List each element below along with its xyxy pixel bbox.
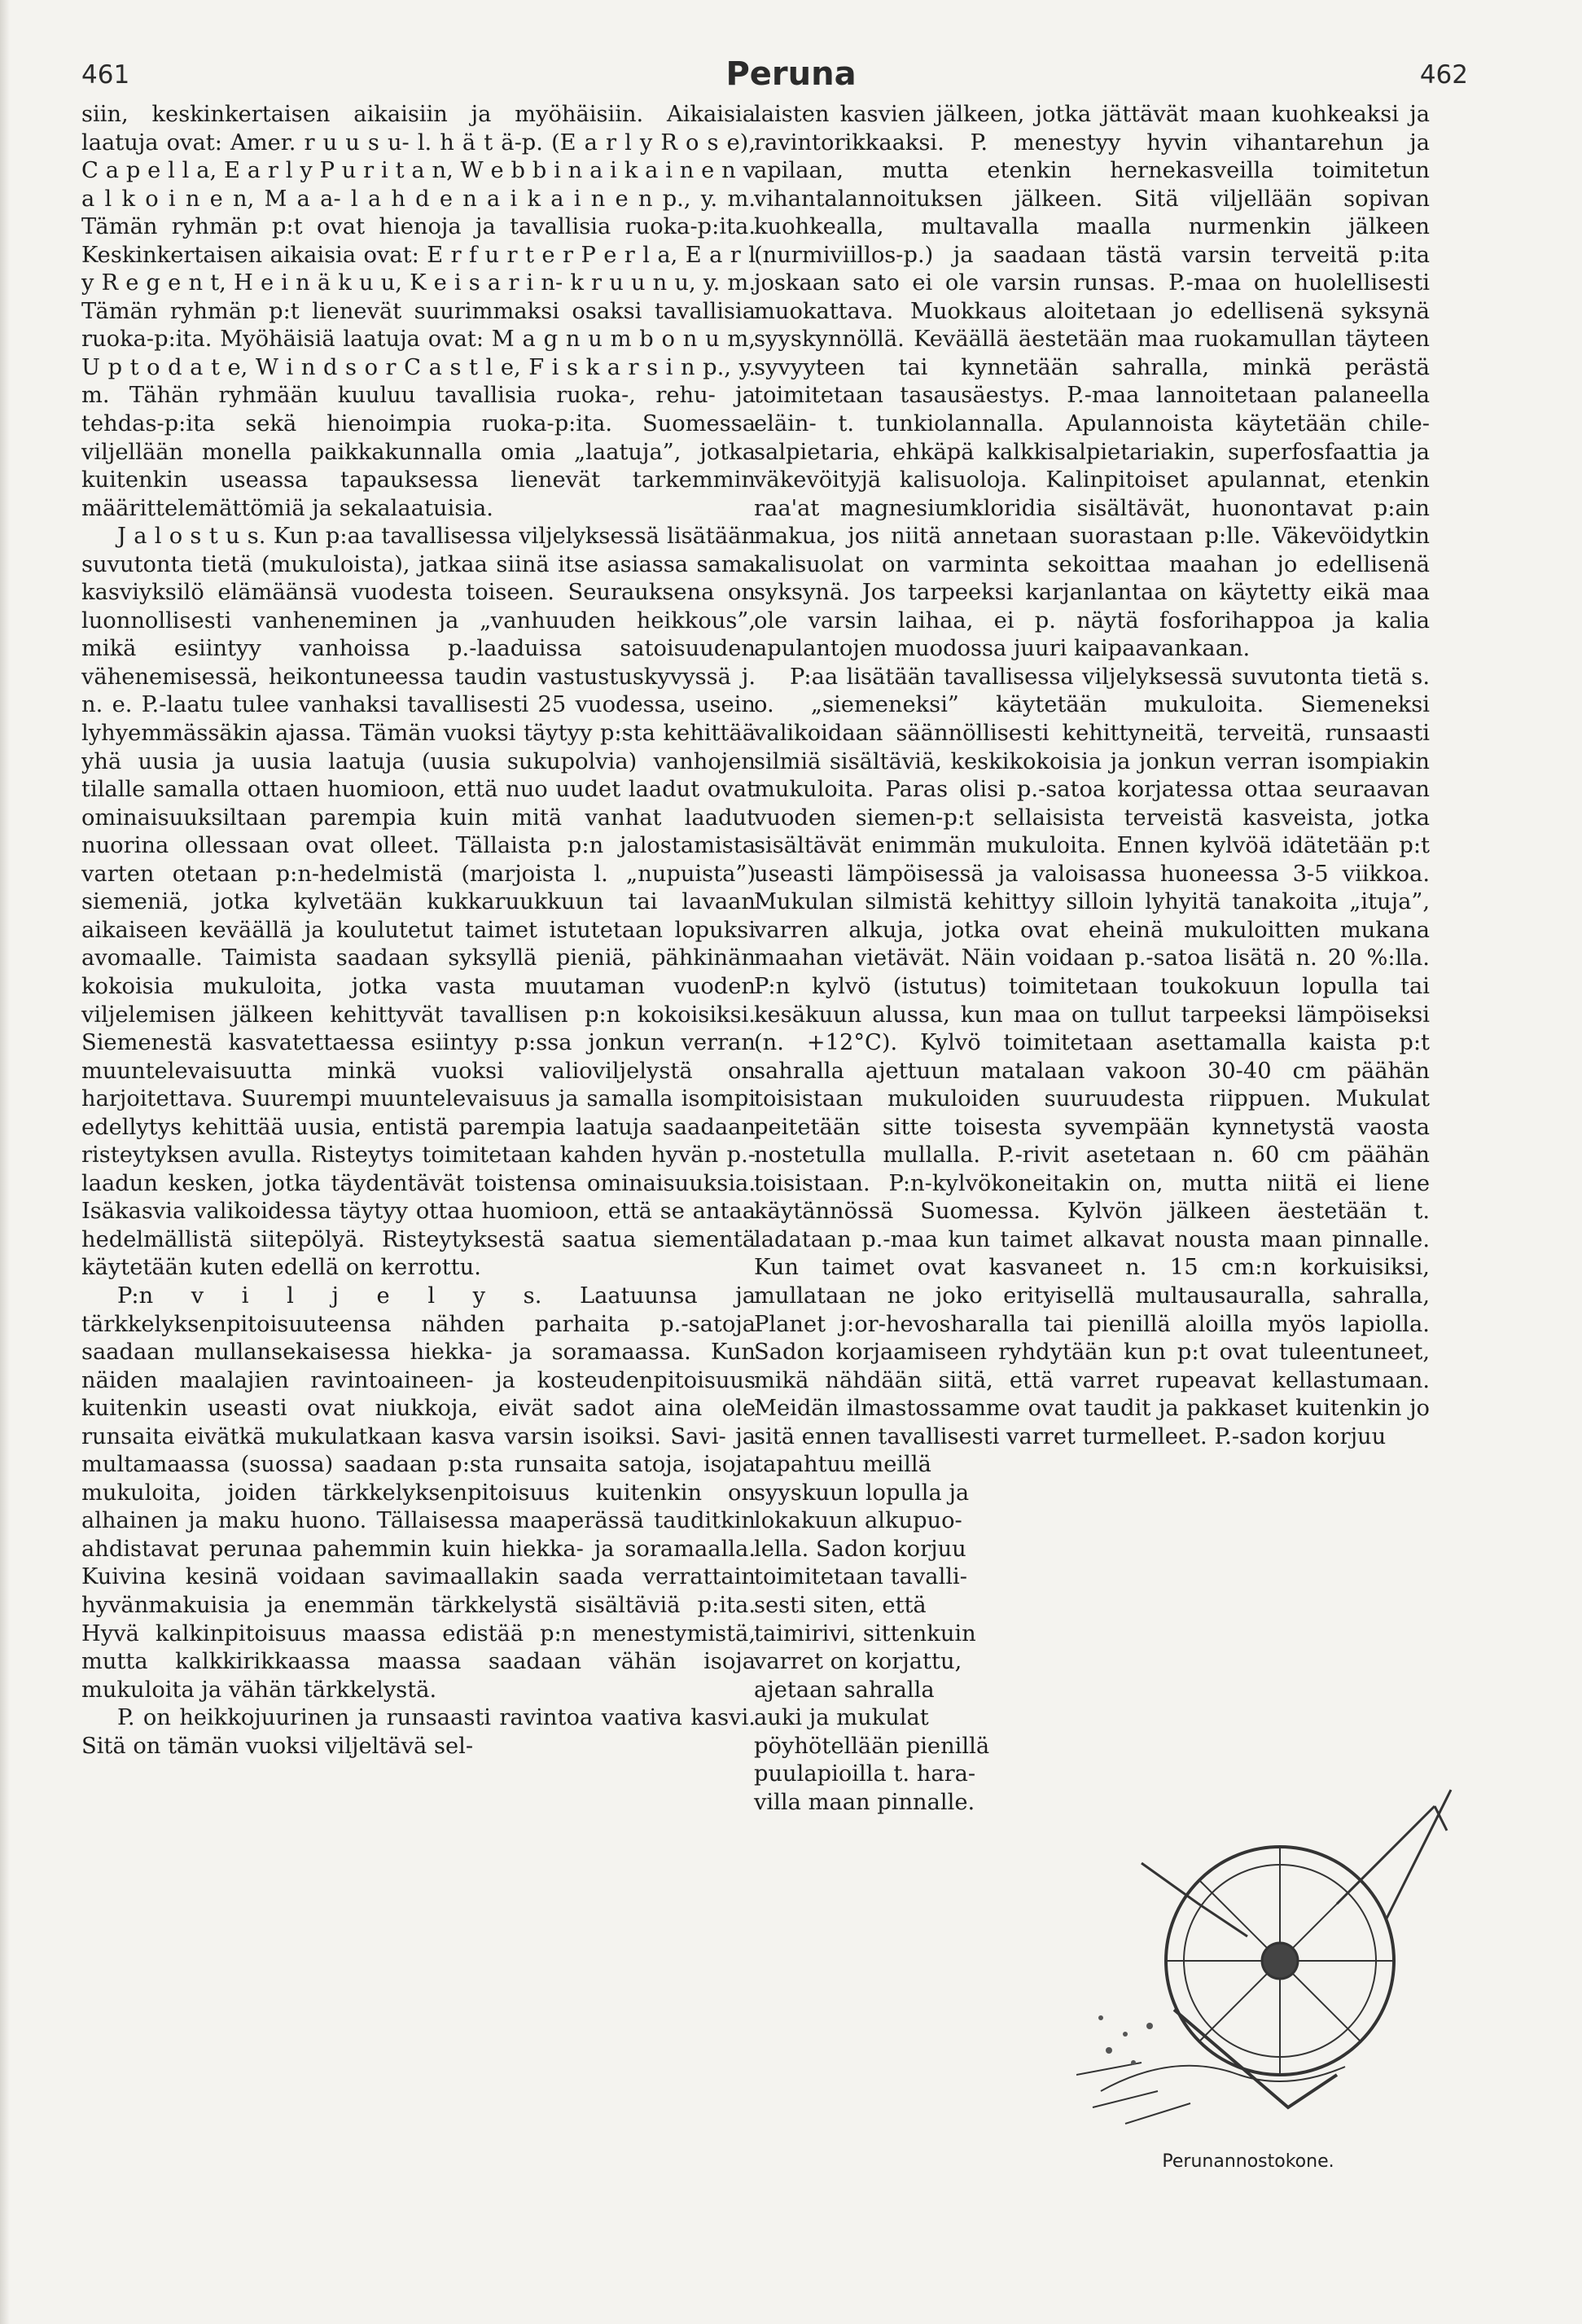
text-line: tapahtuu meillä (754, 1452, 931, 1478)
right-column (754, 101, 1430, 1817)
page-edge (0, 0, 10, 2324)
paragraph: P. on heikkojuurinen ja runsaasti ravintoa vaativa kasvi. Sitä on tämän vuoksi viljeltävä sel- (81, 1705, 756, 1759)
wrapped-text (754, 1451, 1026, 1817)
text-line: puulapioilla t. hara- (754, 1761, 976, 1787)
text-line: villa maan pinnalle. (754, 1789, 975, 1815)
text-line: varret on korjattu, (754, 1649, 962, 1675)
text-line: lella. Sadon korjuu (754, 1536, 966, 1562)
page-number-right: 462 (1419, 60, 1468, 90)
paragraph: siin, keskinkertaisen aikaisiin ja myöhäisiin. Aikaisia laatuja ovat: Amer. r u u s u- l. h ä t ä-p. (E a r l y R o s e), C a p e l l a, E a r l y P u r i t a n, W e b b i n a i k a i n e n v a l k o i n e n, M a a- l a h d e n a i k a i n e n p., y. m. Tämän ryhmän p:t ovat hienoja ja tavallisia ruoka-p:ita. Keskinkertaisen aikaisia ovat: E r f u r t e r P e r l a, E a r l y R e g e n t, H e i n ä k u u, K e i s a r i n- k r u u n u, y. m. Tämän ryhmän p:t lienevät suurimmaksi osaksi tavallisia ruoka-p:ita. Myöhäisiä laatuja ovat: M a g n u m b o n u m, U p t o d a t e, W i n d s o r C a s t l e, F i s k a r s i n p., y. m. Tähän ryhmään kuuluu tavallisia ruoka-, rehu- ja tehdas-p:ita sekä hienoimpia ruoka-p:ita. Suomessa viljellään monella paikkakunnalla omia „laatuja”, jotka kuitenkin useassa tapauksessa lienevät tarkemmin määrittelemättömiä ja sekalaatuisia. (81, 102, 756, 521)
page-title: Peruna (725, 55, 857, 93)
text-line: ajetaan sahralla (754, 1677, 935, 1703)
text-line: auki ja mukulat (754, 1705, 929, 1731)
text-line: pöyhötellään pienillä (754, 1733, 990, 1759)
paragraph: P:aa lisätään tavallisessa viljelyksessä suvutonta tietä s. o. „siemeneksi” käytetään mukuloita. Siemeneksi valikoidaan säännöllisesti kehittyneitä, terveitä, runsaasti silmiä sisältäviä, keskikokoisia ja jonkun verran isompiakin mukuloita. Paras olisi p.-satoa korjatessa ottaa seuraavan vuoden siemen-p:t sellaisista terveistä kasveista, jotka sisältävät enimmän mukuloita. Ennen kylvöä idätetään p:t useasti lämpöisessä ja valoisassa huoneessa 3-5 viikkoa. Mukulan silmistä kehittyy silloin lyhyitä tanakoita „ituja”, varren alkuja, jotka ovat eheinä mukuloitten mukana maahan vietävät. Näin voidaan p.-satoa lisätä n. 20 %:lla. P:n kylvö (istutus) toimitetaan toukokuun lopulla tai kesäkuun alussa, kun maa on tullut tarpeeksi lämpöiseksi (n. +12°C). Kylvö toimitetaan asettamalla kaista p:t sahralla ajettuun matalaan vakoon 30-40 cm päähän toisistaan mukuloiden suuruudesta riippuen. Mukulat peitetään sitte toisesta syvempään kynnetystä vaosta nostetulla mullalla. P.-rivit asetetaan n. 60 cm päähän toisistaan. P:n-kylvökoneitakin on, mutta niitä ei liene käytännössä Suomessa. Kylvön jälkeen äestetään t. ladataan p.-maa kun taimet alkavat nousta maan pinnalle. Kun taimet ovat kasvaneet n. 15 cm:n korkuisiksi, mullataan ne joko erityisellä multausauralla, sahralla, Planet j:or-hevosharalla tai pienillä aloilla myös lapiolla. Sadon korjaamiseen ryhdytään kun p:t ovat tuleentuneet, mikä nähdään siitä, että varret rupeavat kellastumaan. Meidän ilmastossamme ovat taudit ja pakkaset kuitenkin jo sitä ennen tavallisesti varret turmelleet. P.-sadon korjuu (754, 664, 1430, 1449)
figure-caption: Perunannostokone. (1162, 2151, 1334, 2172)
page-number-left: 461 (81, 60, 130, 90)
text-line: lokakuun alkupuo- (754, 1508, 962, 1534)
shaft (1386, 1790, 1451, 1920)
text-line: toimitetaan tavalli- (754, 1564, 967, 1590)
text-line: taimirivi, sittenkuin (754, 1620, 976, 1647)
text-line: syyskuun lopulla ja (754, 1480, 970, 1506)
left-column (81, 101, 756, 1761)
paragraph: laisten kasvien jälkeen, jotka jättävät maan kuohkeaksi ja ravintorikkaaksi. P. menestyy hyvin vihantarehun ja apilaan, mutta etenkin hernekasveilla toimitetun vihantalannoituksen jälkeen. Sitä viljellään sopivan kuohkealla, multavalla maalla nurmenkin jälkeen (nurmiviillos-p.) ja saadaan tästä varsin terveitä p:ita joskaan sato ei ole varsin runsas. P.-maa on huolellisesti muokattava. Muokkaus aloitetaan jo edellisenä syksynä syyskynnöllä. Keväällä äestetään maa ruokamullan täyteen syvyyteen tai kynnetään sahralla, minkä perästä toimitetaan tasausäestys. P.-maa lannoitetaan palaneella eläin- t. tunkiolannalla. Apulannoista käytetään chile-salpietaria, ehkäpä kalkkisalpietariakin, superfosfaattia ja väkevöityjä kalisuoloja. Kalinpitoiset apulannat, etenkin raa'at magnesiumkloridia sisältävät, huonontavat p:ain makua, jos niitä annetaan suorastaan p:lle. Väkevöidytkin kalisuolat on varminta sekoittaa maahan jo edellisenä syksynä. Jos tarpeeksi karjanlantaa on käytetty eikä maa ole varsin laihaa, ei p. näytä fosforihappoa ja kalia apulantojen muodossa juuri kaipaavankaan. (754, 102, 1430, 662)
potato-digger-illustration (1076, 1782, 1459, 2148)
paragraph: J a l o s t u s. Kun p:aa tavallisessa viljelyksessä lisätään suvutonta tietä (mukuloista), jatkaa siinä itse asiassa sama kasviyksilö elämäänsä vuodesta toiseen. Seurauksena on luonnollisesti vanheneminen ja „vanhuuden heikkous”, mikä esiintyy vanhoissa p.-laaduissa satoisuuden vähenemisessä, heikontuneessa taudin vastustuskyvyssä j. n. e. P.-laatu tulee vanhaksi tavallisesti 25 vuodessa, usein lyhyemmässäkin ajassa. Tämän vuoksi täytyy p:sta kehittää yhä uusia ja uusia laatuja (uusia sukupolvia) vanhojen tilalle samalla ottaen huomioon, että nuo uudet laadut ovat ominaisuuksiltaan parempia kuin mitä vanhat laadut nuorina ollessaan ovat olleet. Tällaista p:n jalostamista varten otetaan p:n-hedelmistä (marjoista l. „nupuista”) siemeniä, jotka kylvetään kukkaruukkuun tai lavaan aikaiseen keväällä ja koulutetut taimet istutetaan lopuksi avomaalle. Taimista saadaan syksyllä pieniä, pähkinän kokoisia mukuloita, jotka vasta muutaman vuoden viljelemisen jälkeen kehittyvät tavallisen p:n kokoisiksi. Siemenestä kasvatettaessa esiintyy p:ssa jonkun verran muuntelevaisuutta minkä vuoksi valioviljelystä on harjoitettava. Suurempi muuntelevaisuus ja samalla isompi edellytys kehittää uusia, entistä parempia laatuja saadaan risteytyksen avulla. Risteytys toimitetaan kahden hyvän p.-laadun kesken, jotka täydentävät toistensa ominaisuuksia. Isäkasvia valikoidessa täytyy ottaa huomioon, että se antaa hedelmällistä siitepölyä. Risteytyksestä saatua siementä käytetään kuten edellä on kerrottu. (81, 524, 756, 1281)
text-line: sesti siten, että (754, 1592, 927, 1618)
paragraph: P:n v i l j e l y s. Laatuunsa ja tärkkelyksenpitoisuuteensa nähden parhaita p.-satoja saadaan mullansekaisessa hiekka- ja soramaassa. Kun näiden maalajien ravintoaineen- ja kosteudenpitoisuus kuitenkin useasti ovat niukkoja, eivät sadot aina ole runsaita eivätkä mukulatkaan kasva varsin isoiksi. Savi- ja multamaassa (suossa) saadaan p:sta runsaita satoja, isoja mukuloita, joiden tärkkelyksenpitoisuus kuitenkin on alhainen ja maku huono. Tällaisessa maaperässä tauditkin ahdistavat perunaa pahemmin kuin hiekka- ja soramaalla. Kuivina kesinä voidaan savimaallakin saada verrattain hyvänmakuisia ja enemmän tärkkelystä sisältäviä p:ita. Hyvä kalkinpitoisuus maassa edistää p:n menestymistä, mutta kalkkirikkaassa maassa saadaan vähän isoja mukuloita ja vähän tärkkelystä. (81, 1283, 756, 1703)
